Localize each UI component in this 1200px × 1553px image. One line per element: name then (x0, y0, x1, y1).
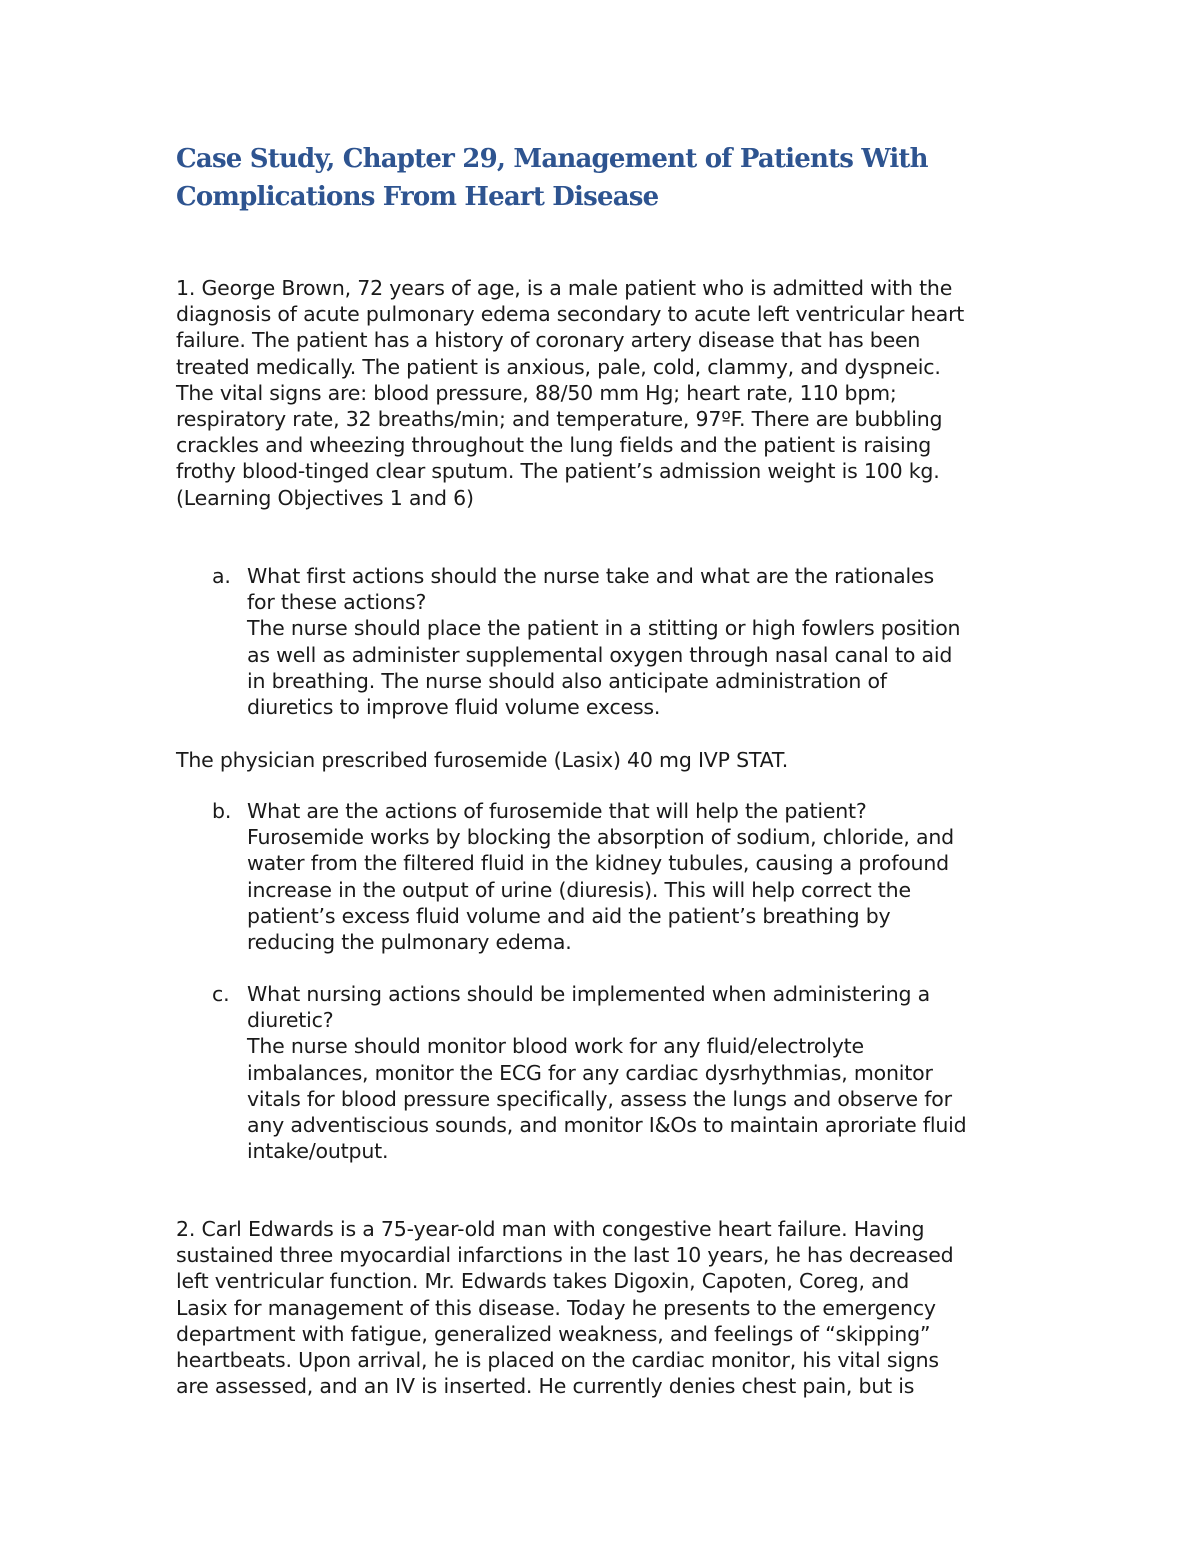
text-line: are assessed, and an IV is inserted. He currently denies chest pain, but is (176, 1374, 915, 1399)
case-1-paragraph (176, 275, 1056, 511)
text-line: imbalances, monitor the ECG for any cardiac dysrhythmias, monitor (247, 1060, 933, 1085)
text-line: as well as administer supplemental oxygen through nasal canal to aid (247, 642, 953, 667)
text-line: sustained three myocardial infarctions in the last 10 years, he has decreased (176, 1243, 954, 1268)
text-line: Furosemide works by blocking the absorption of sodium, chloride, and (247, 825, 954, 850)
text-line: 1. George Brown, 72 years of age, is a male patient who is admitted with the (176, 276, 953, 300)
text-line: vitals for blood pressure specifically, assess the lungs and observe for (247, 1086, 952, 1111)
text-line: diagnosis of acute pulmonary edema secondary to acute left ventricular heart (176, 302, 965, 327)
text-line: What nursing actions should be implemented when administering a (247, 982, 931, 1006)
text-line: department with fatigue, generalized weakness, and feelings of “skipping” (176, 1321, 931, 1346)
text-line: water from the filtered fluid in the kidney tubules, causing a profound (247, 851, 949, 876)
text-line: intake/output. (247, 1139, 389, 1164)
list-marker: c. (212, 982, 230, 1006)
list-marker: a. (212, 564, 231, 588)
text-line: The nurse should place the patient in a stitting or high fowlers position (247, 616, 961, 641)
text-line: Lasix for management of this disease. Today he presents to the emergency (176, 1295, 936, 1320)
text-line: diuretics to improve fluid volume excess. (247, 695, 661, 720)
title-line: Case Study, Chapter 29, Management of Patients With (176, 144, 928, 174)
text-line: in breathing. The nurse should also anticipate administration of (247, 668, 887, 693)
physician-order (176, 747, 1056, 773)
text-line: heartbeats. Upon arrival, he is placed on the cardiac monitor, his vital signs (176, 1348, 939, 1373)
text-line: crackles and wheezing throughout the lung fields and the patient is raising (176, 433, 932, 458)
title-line: Complications From Heart Disease (176, 182, 659, 212)
text-line: 2. Carl Edwards is a 75-year-old man with congestive heart failure. Having (176, 1217, 925, 1241)
question-a-content (247, 563, 1047, 720)
text-line: any adventiscious sounds, and monitor I&Os to maintain aproriate fluid (247, 1113, 967, 1138)
text-line: failure. The patient has a history of coronary artery disease that has been (176, 328, 921, 353)
text-line: reducing the pulmonary edema. (247, 930, 572, 955)
text-line: The nurse should monitor blood work for any fluid/electrolyte (247, 1034, 864, 1059)
text-line: The vital signs are: blood pressure, 88/50 mm Hg; heart rate, 110 bpm; (176, 380, 897, 405)
list-marker: b. (212, 799, 232, 823)
document-title (176, 140, 1056, 216)
text-line: The physician prescribed furosemide (Lasix) 40 mg IVP STAT. (176, 748, 789, 772)
text-line: (Learning Objectives 1 and 6) (176, 485, 474, 510)
text-line: treated medically. The patient is anxious, pale, cold, clammy, and dyspneic. (176, 354, 941, 379)
text-line: respiratory rate, 32 breaths/min; and temperature, 97ºF. There are bubbling (176, 407, 943, 432)
question-b-content (247, 798, 1047, 955)
text-line: patient’s excess fluid volume and aid the patient’s breathing by (247, 903, 891, 928)
text-line: What are the actions of furosemide that will help the patient? (247, 799, 867, 823)
text-line: for these actions? (247, 590, 427, 615)
question-c-content (247, 981, 1047, 1164)
text-line: diuretic? (247, 1008, 334, 1033)
case-2-paragraph (176, 1216, 1056, 1399)
text-line: left ventricular function. Mr. Edwards takes Digoxin, Capoten, Coreg, and (176, 1269, 910, 1294)
text-line: increase in the output of urine (diuresis). This will help correct the (247, 877, 911, 902)
text-line: What first actions should the nurse take and what are the rationales (247, 564, 934, 588)
text-line: frothy blood-tinged clear sputum. The patient’s admission weight is 100 kg. (176, 459, 940, 484)
